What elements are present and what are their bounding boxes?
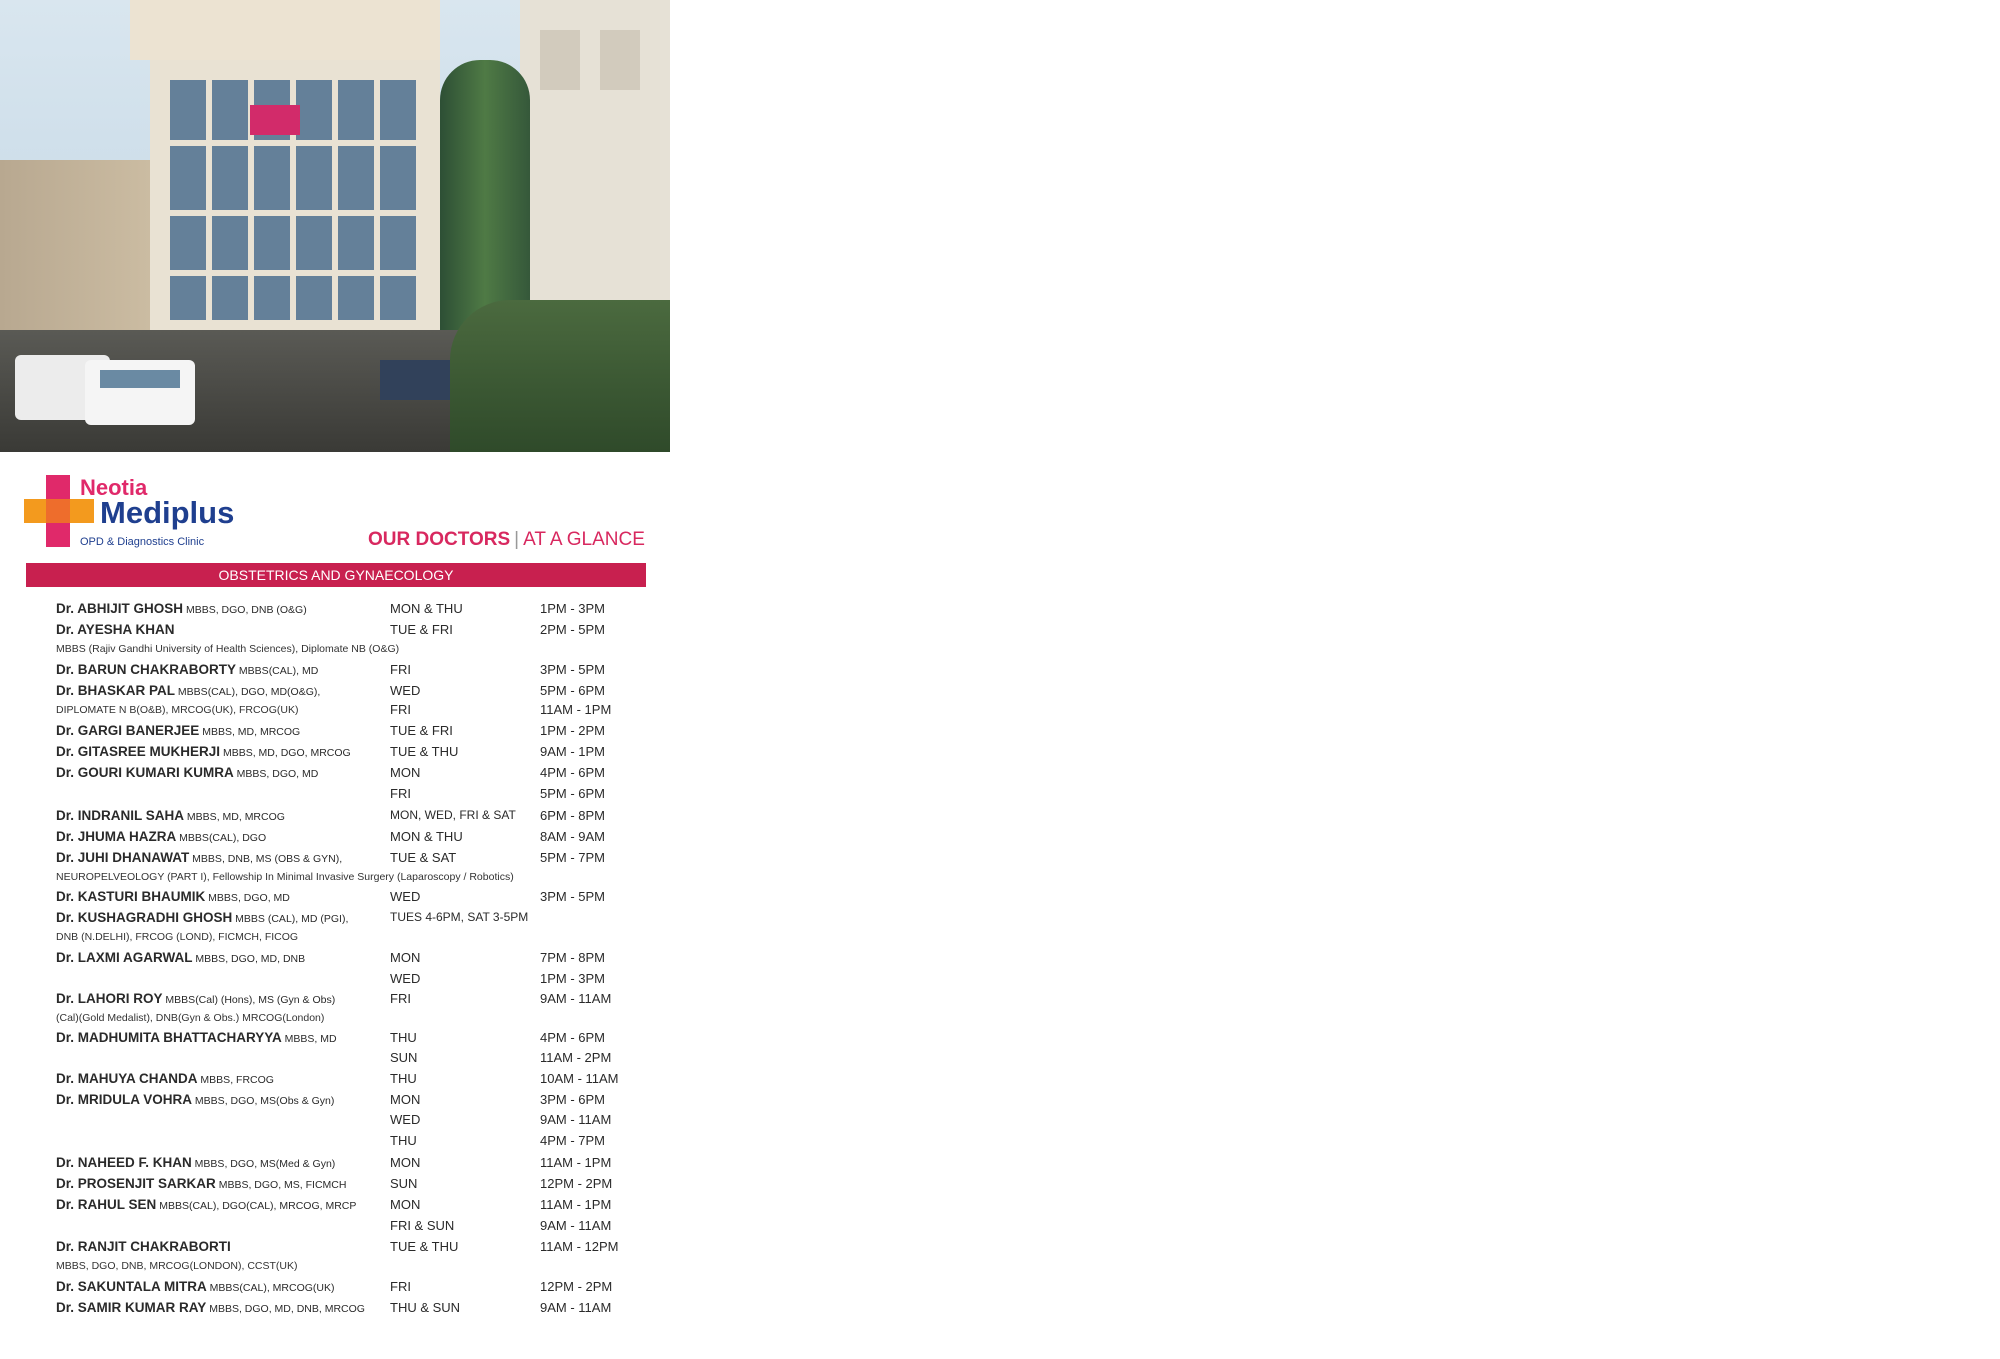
doctor-qualification: MBBS, DGO, MS(Obs & Gyn): [192, 1095, 335, 1107]
doctor-entry: [56, 601, 307, 616]
consult-days: WED: [390, 971, 421, 986]
doctor-qualification: MBBS, DNB, MS (OBS & GYN),: [189, 853, 343, 865]
consult-time: 9AM - 11AM: [540, 991, 612, 1006]
consult-time: 1PM - 3PM: [540, 601, 606, 616]
doctor-entry: [56, 683, 320, 698]
doctor-entry: [56, 889, 290, 904]
consult-days: WED: [390, 1112, 421, 1127]
clinic-building-photo: [0, 0, 670, 452]
doctor-name: Dr. RANJIT CHAKRABORTI: [56, 1239, 231, 1254]
doctor-name: Dr. GOURI KUMARI KUMRA: [56, 765, 234, 780]
doctor-entry: [56, 808, 285, 823]
heading-main: OUR DOCTORS: [368, 529, 511, 550]
consult-time: 11AM - 2PM: [540, 1050, 612, 1065]
doctor-entry: [56, 1300, 365, 1315]
doctor-entry: [56, 991, 335, 1006]
doctor-qualification: MBBS, DGO, MD, DNB, MRCOG: [206, 1303, 365, 1315]
consult-time: 3PM - 5PM: [540, 889, 606, 904]
doctor-entry: [56, 622, 175, 637]
doctor-entry: [56, 950, 305, 965]
consult-time: 11AM - 1PM: [540, 1197, 612, 1212]
doctor-entry: [56, 1092, 334, 1107]
page-heading: OUR DOCTORS | AT A GLANCE: [368, 529, 645, 550]
brand-tagline: OPD & Diagnostics Clinic: [80, 536, 205, 548]
doctor-qualification-line: DNB (N.DELHI), FRCOG (LOND), FICMCH, FICOG: [56, 931, 299, 943]
doctor-entry: [56, 829, 266, 844]
doctor-name: Dr. GITASREE MUKHERJI: [56, 744, 221, 759]
doctor-entry: [56, 744, 351, 759]
consult-time: 7PM - 8PM: [540, 950, 606, 965]
consult-days: FRI: [390, 702, 411, 717]
consult-days: SUN: [390, 1176, 418, 1191]
doctor-entry: [56, 723, 300, 738]
doctor-entry: [56, 1155, 335, 1170]
consult-time: 4PM - 6PM: [540, 765, 606, 780]
consult-days: MON: [390, 950, 421, 965]
doctor-qualification-line: MBBS, DGO, DNB, MRCOG(LONDON), CCST(UK): [56, 1260, 298, 1272]
consult-time: 3PM - 6PM: [540, 1092, 606, 1107]
doctor-qualification: MBBS(CAL), MRCOG(UK): [206, 1282, 335, 1294]
consult-time: 9AM - 11AM: [540, 1112, 612, 1127]
consult-time: 12PM - 2PM: [540, 1279, 613, 1294]
doctor-qualification-line: DIPLOMATE N B(O&B), MRCOG(UK), FRCOG(UK): [56, 704, 299, 716]
consult-time: 6PM - 8PM: [540, 808, 606, 823]
left-column: [0, 0, 670, 1359]
consult-time: 1PM - 3PM: [540, 971, 606, 986]
consult-time: 1PM - 2PM: [540, 723, 606, 738]
doctor-qualification: MBBS, FRCOG: [197, 1074, 274, 1086]
doctor-qualification-line: NEUROPELVEOLOGY (PART I), Fellowship In Minimal Invasive Surgery (Laparoscopy / Robotics): [56, 871, 514, 883]
doctor-name: Dr. GARGI BANERJEE: [56, 723, 200, 738]
doctor-qualification: MBBS, DGO, MS(Med & Gyn): [191, 1158, 336, 1170]
consult-days: WED: [390, 683, 421, 698]
doctor-name: Dr. KASTURI BHAUMIK: [56, 889, 206, 904]
doctor-name: Dr. LAHORI ROY: [56, 991, 163, 1006]
doctor-qualification: MBBS, DGO, MD: [233, 768, 319, 780]
doctor-name: Dr. JHUMA HAZRA: [56, 829, 177, 844]
doctor-name: Dr. SAMIR KUMAR RAY: [56, 1300, 207, 1315]
consult-days: SUN: [390, 1050, 418, 1065]
consult-days: MON & THU: [390, 829, 463, 844]
doctor-name: Dr. LAXMI AGARWAL: [56, 950, 193, 965]
doctor-entry: [56, 1176, 346, 1191]
consult-days: TUE & THU: [390, 1239, 459, 1254]
consult-days: TUE & SAT: [390, 850, 457, 865]
doctor-entry: [56, 662, 318, 677]
consult-time: 12PM - 2PM: [540, 1176, 613, 1191]
doctor-name: Dr. NAHEED F. KHAN: [56, 1155, 192, 1170]
doctor-qualification: MBBS(CAL), DGO: [176, 832, 267, 844]
consult-days: TUE & THU: [390, 744, 459, 759]
doctor-entry: [56, 765, 318, 780]
doctor-qualification: MBBS, MD: [281, 1033, 337, 1045]
doctor-entry: [56, 1197, 356, 1212]
doctor-qualification-line: MBBS (Rajiv Gandhi University of Health Sciences), Diplomate NB (O&G): [56, 643, 400, 655]
doctor-name: Dr. JUHI DHANAWAT: [56, 850, 190, 865]
consult-days: MON: [390, 1155, 421, 1170]
doctor-entry: [56, 910, 348, 925]
consult-time: 5PM - 6PM: [540, 786, 606, 801]
consult-days: FRI: [390, 662, 411, 677]
consult-time: 4PM - 7PM: [540, 1133, 606, 1148]
doctor-name: Dr. MRIDULA VOHRA: [56, 1092, 193, 1107]
brand-name-line1: Neotia: [80, 475, 148, 500]
consult-time: 9AM - 11AM: [540, 1218, 612, 1233]
consult-days: MON: [390, 1092, 421, 1107]
consult-days: THU: [390, 1071, 417, 1086]
consult-time: 2PM - 5PM: [540, 622, 606, 637]
consult-days: WED: [390, 889, 421, 904]
doctor-qualification: MBBS, MD, MRCOG: [184, 811, 285, 823]
doctor-name: Dr. AYESHA KHAN: [56, 622, 175, 637]
consult-time: 5PM - 7PM: [540, 850, 606, 865]
doctor-entry: [56, 1239, 231, 1254]
consult-time: 9AM - 1PM: [540, 744, 606, 759]
consult-days: THU & SUN: [390, 1300, 461, 1315]
consult-days: FRI: [390, 1279, 411, 1294]
doctor-name: Dr. PROSENJIT SARKAR: [56, 1176, 216, 1191]
doctor-qualification: MBBS(CAL), MD: [236, 665, 319, 677]
consult-time: 8AM - 9AM: [540, 829, 606, 844]
doctor-qualification: MBBS(CAL), DGO(CAL), MRCOG, MRCP: [156, 1200, 357, 1212]
consult-days: TUES 4-6PM, SAT 3-5PM: [390, 910, 529, 924]
consult-time: 11AM - 12PM: [540, 1239, 619, 1254]
doctor-entry: [56, 1071, 274, 1086]
doctor-qualification: MBBS(Cal) (Hons), MS (Gyn & Obs): [162, 994, 336, 1006]
consult-days: MON & THU: [390, 601, 463, 616]
doctor-entry: [56, 850, 342, 865]
consult-days: FRI: [390, 991, 411, 1006]
doctor-qualification: MBBS, MD, MRCOG: [199, 726, 301, 738]
consult-days: MON: [390, 1197, 421, 1212]
brand-name-line2: Mediplus: [100, 495, 235, 530]
doctor-entry: [56, 1279, 335, 1294]
doctor-qualification: MBBS, MD, DGO, MRCOG: [220, 747, 351, 759]
doctor-name: Dr. BHASKAR PAL: [56, 683, 176, 698]
consult-time: 9AM - 11AM: [540, 1300, 612, 1315]
doctor-name: Dr. ABHIJIT GHOSH: [56, 601, 184, 616]
brand-logo: [24, 475, 284, 555]
doctor-name: Dr. KUSHAGRADHI GHOSH: [56, 910, 233, 925]
consult-days: THU: [390, 1133, 417, 1148]
heading-sub: AT A GLANCE: [523, 529, 645, 550]
consult-days: TUE & FRI: [390, 622, 453, 637]
consult-days: THU: [390, 1030, 417, 1045]
doctor-qualification-line: (Cal)(Gold Medalist), DNB(Gyn & Obs.) MRCOG(London): [56, 1012, 325, 1024]
section-header-obgyn: OBSTETRICS AND GYNAECOLOGY: [26, 563, 646, 587]
doctor-qualification: MBBS (CAL), MD (PGI),: [232, 913, 349, 925]
doctor-name: Dr. RAHUL SEN: [56, 1197, 157, 1212]
doctor-name: Dr. MADHUMITA BHATTACHARYYA: [56, 1030, 282, 1045]
consult-days: MON, WED, FRI & SAT: [390, 808, 516, 822]
doctor-qualification: MBBS, DGO, MD: [205, 892, 290, 904]
consult-time: 11AM - 1PM: [540, 1155, 612, 1170]
consult-days: FRI: [390, 786, 411, 801]
consult-days: TUE & FRI: [390, 723, 453, 738]
consult-time: 11AM - 1PM: [540, 702, 612, 717]
doctor-qualification: MBBS, DGO, MS, FICMCH: [215, 1179, 347, 1191]
doctor-qualification: MBBS, DGO, DNB (O&G): [183, 604, 307, 616]
doctor-qualification: MBBS, DGO, MD, DNB: [192, 953, 306, 965]
doctor-name: Dr. MAHUYA CHANDA: [56, 1071, 198, 1086]
consult-time: 3PM - 5PM: [540, 662, 606, 677]
doctor-name: Dr. SAKUNTALA MITRA: [56, 1279, 207, 1294]
consult-days: MON: [390, 765, 421, 780]
doctor-name: Dr. INDRANIL SAHA: [56, 808, 185, 823]
doctor-qualification: MBBS(CAL), DGO, MD(O&G),: [175, 686, 321, 698]
consult-time: 5PM - 6PM: [540, 683, 606, 698]
consult-days: FRI & SUN: [390, 1218, 455, 1233]
doctor-entry: [56, 1030, 337, 1045]
consult-time: 4PM - 6PM: [540, 1030, 606, 1045]
consult-time: 10AM - 11AM: [540, 1071, 619, 1086]
doctor-name: Dr. BARUN CHAKRABORTY: [56, 662, 237, 677]
